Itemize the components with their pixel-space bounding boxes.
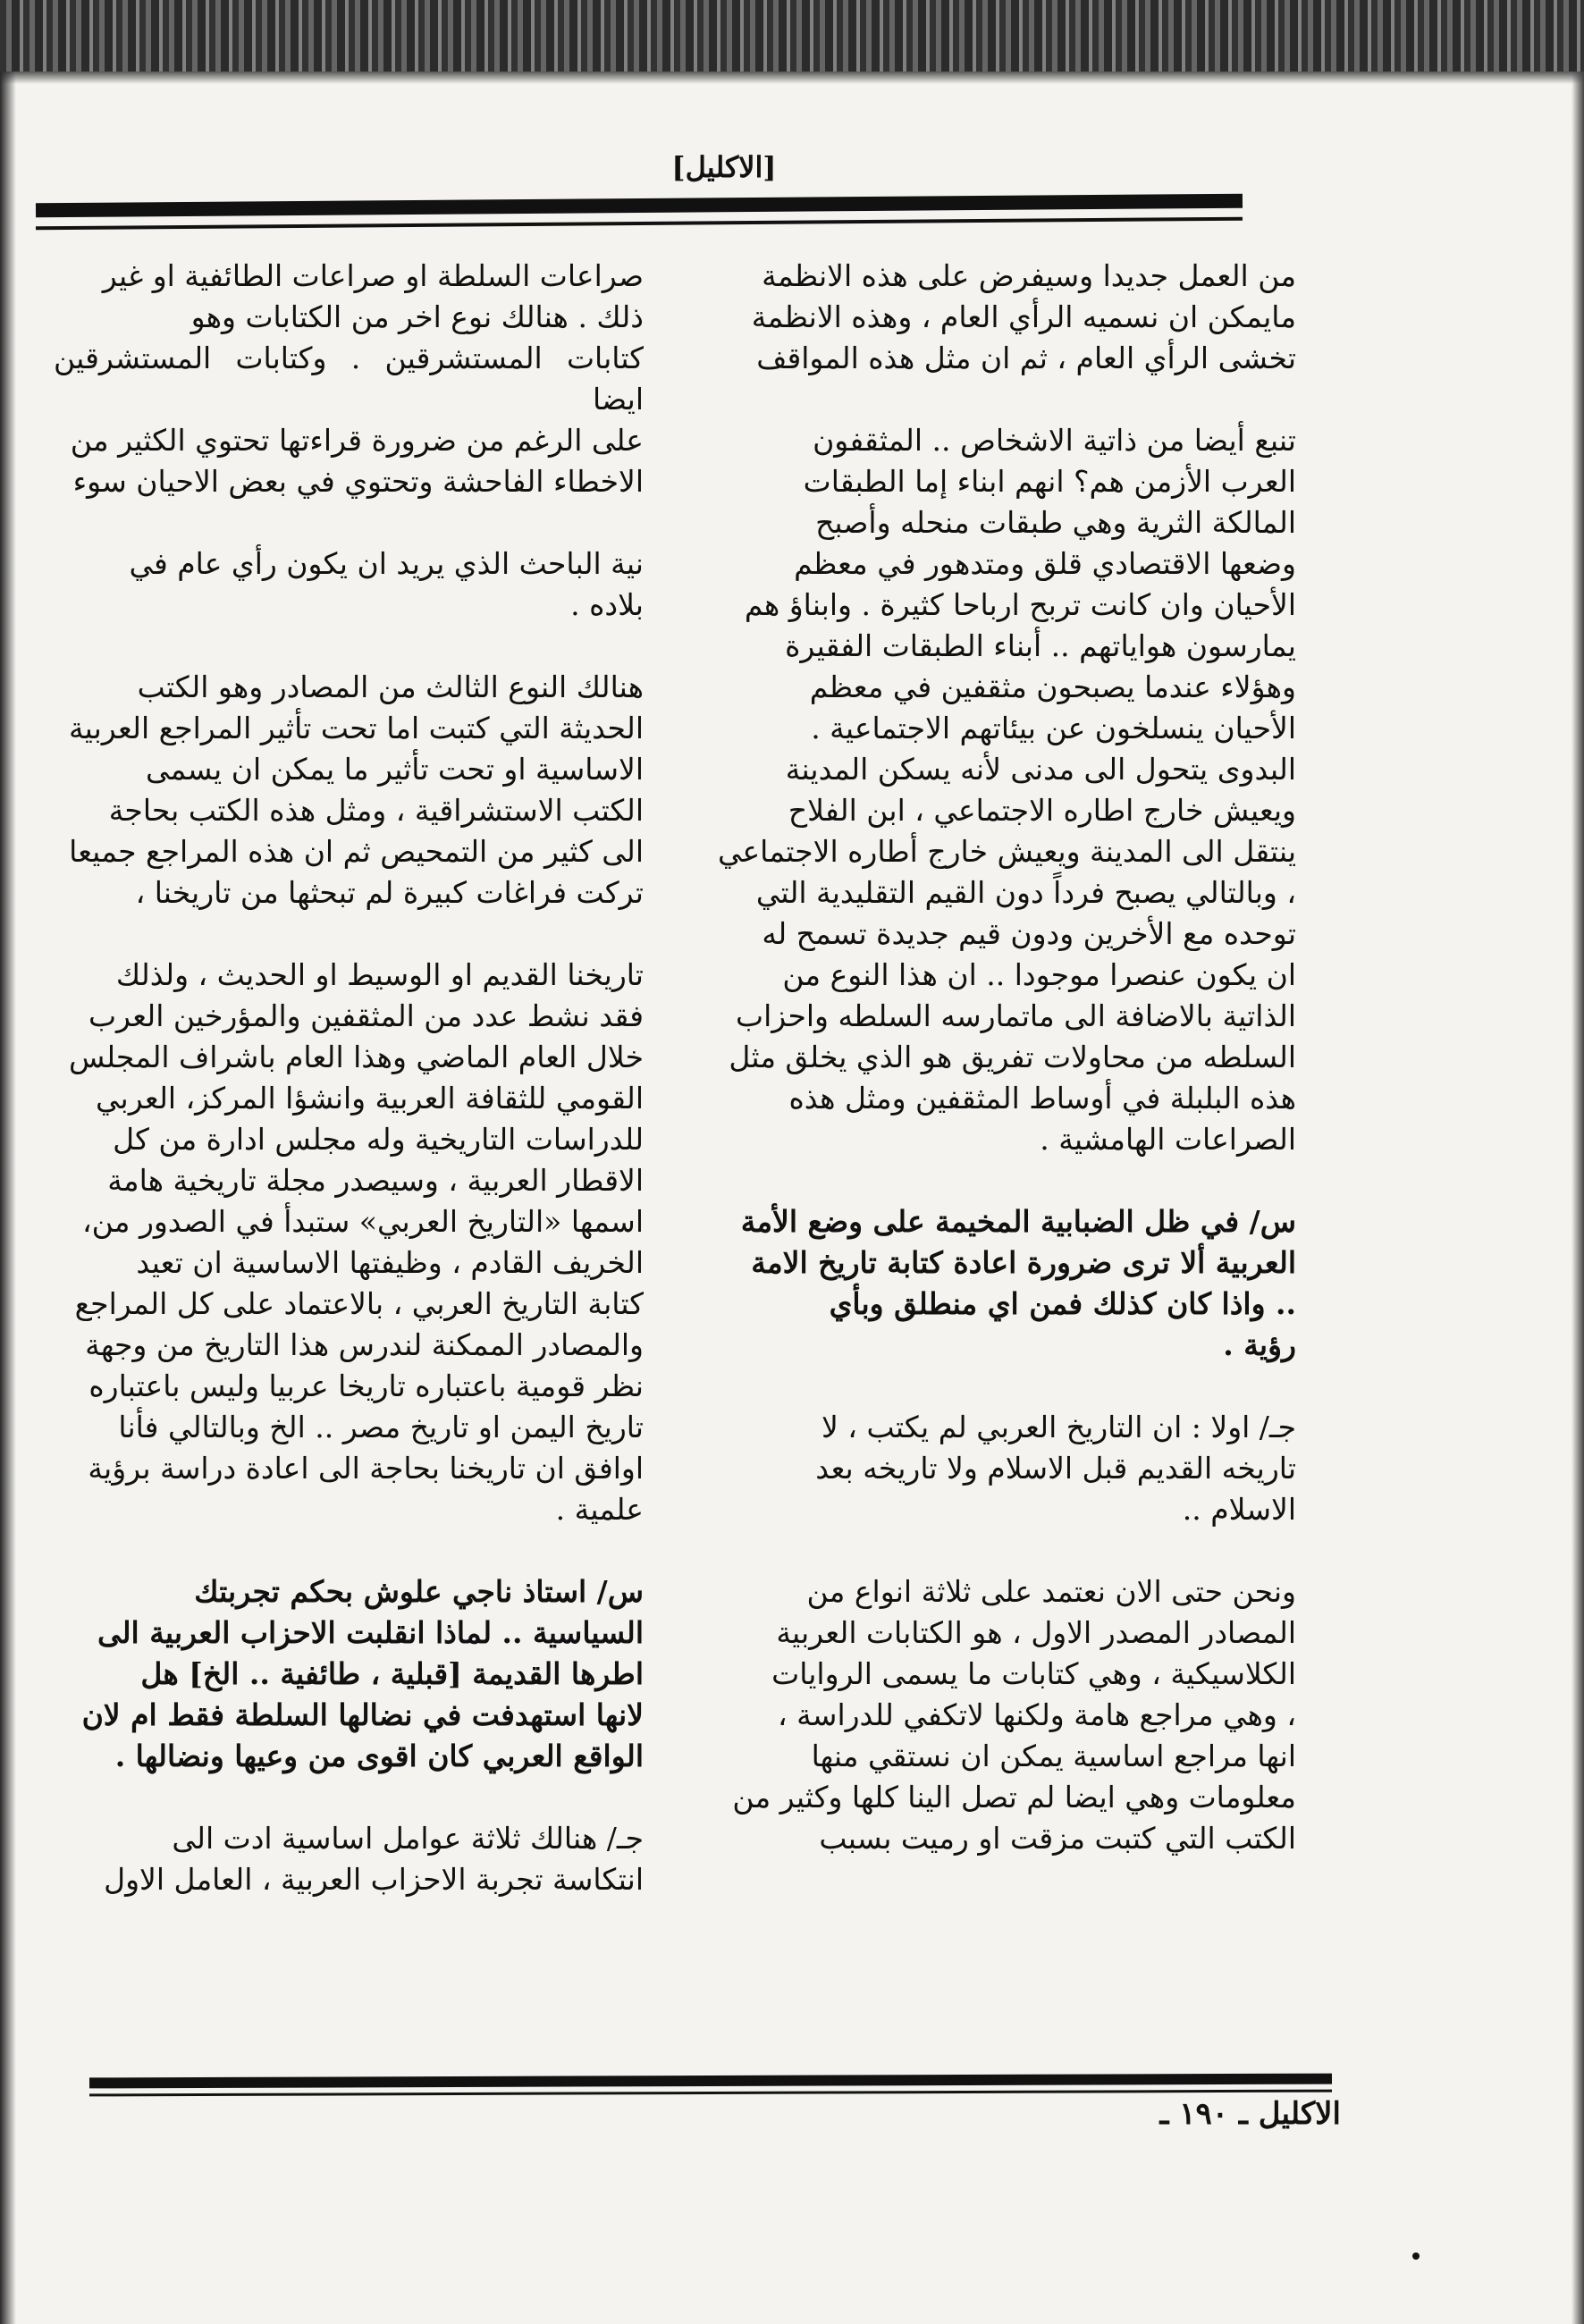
running-head: [الاكليل] bbox=[671, 150, 777, 184]
header-rule-thin bbox=[36, 217, 1243, 231]
footer-rule-thick bbox=[89, 2074, 1332, 2089]
right-column bbox=[715, 256, 1296, 1900]
paragraph: هنالك النوع الثالث من المصادر وهو الكتب الحديثة التي كتبت اما تحت تأثير المراجع العربية الاساسية او تحت تأثير ما يمكن ان يسمى الكتب الاستشراقية ، ومثل هذه الكتب بحاجة الى كثير من التمحيص ثم ان هذه المراجع جميعا تركت فراغات كبيرة لم تبحثها من تاريخنا ، bbox=[68, 669, 644, 910]
page-edge-left bbox=[0, 72, 16, 2324]
page-edge-right bbox=[1571, 72, 1584, 2324]
question-paragraph: س/ في ظل الضبابية المخيمة على وضع الأمة العربية ألا ترى ضرورة اعادة كتابة تاريخ الامة .. واذا كان كذلك فمن اي منطلق وبأي رؤية . bbox=[740, 1204, 1296, 1362]
paragraph: من العمل جديدا وسيفرض على هذه الانظمة مايمكن ان نسميه الرأي العام ، وهذه الانظمة تخشى الرأي العام ، ثم ان مثل هذه المواقف bbox=[751, 258, 1296, 375]
paragraph: صراعات السلطة او صراعات الطائفية او غير ذلك . هنالك نوع اخر من الكتابات وهو كتابات المستشرقين . وكتابات المستشرقين ايضا على الرغم من ضرورة قراءتها تحتوي الكثير من الاخطاء الفاحشة وتحتوي في بعض الاحيان سوء bbox=[54, 258, 644, 499]
paragraph: تنبع أيضا من ذاتية الاشخاص .. المثقفون العرب الأزمن هم؟ انهم ابناء إما الطبقات المالكة الثرية وهي طبقات منحله وأصبح وضعها الاقتصادي قلق ومتدهور في معظم الأحيان وان كانت تربح ارباحا كثيرة . وابناؤ هم يمارسون هواياتهم .. أبناء الطبقات الفقيرة وهؤلاء عندما يصبحون مثقفين في معظم الأحيان ينسلخون عن بيئاتهم الاجتماعية . البدوى يتحول الى مدنى لأنه يسكن المدينة ويعيش خارج اطاره الاجتماعي ، ابن الفلاح ينتقل الى المدينة ويعيش خارج أطاره الاجتماعي ، وبالتالي يصبح فرداً دون القيم التقليدية التي توحده مع الأخرين ودون قيم جديدة تسمح له ان يكون عنصرا موجودا .. ان هذا النوع من الذاتية بالاضافة الى ماتمارسه السلطه واحزاب السلطه من محاولات تفريق هو الذي يخلق مثل هذه البلبلة في أوساط المثقفين ومثل هذه الصراعات الهامشية . bbox=[717, 423, 1296, 1157]
page-footer: الاكليل ـ ١٩٠ ـ bbox=[1159, 2096, 1341, 2132]
question-paragraph: س/ استاذ ناجي علوش بحكم تجربتك السياسية .. لماذا انقلبت الاحزاب العربية الى اطرها القديمة [قبلية ، طائفية .. الخ] هل لانها استهدفت في نضالها السلطة فقط ام لان الواقع العربي كان اقوى من وعيها ونضالها . bbox=[81, 1574, 644, 1773]
page-edge-top bbox=[0, 0, 1584, 72]
paragraph: تاريخنا القديم او الوسيط او الحديث ، ولذلك فقد نشط عدد من المثقفين والمؤرخين العرب خلال العام الماضي وهذا العام باشراف المجلس القومي للثقافة العربية وانشؤا المركز، العربي للدراسات التاريخية وله مجلس ادارة من كل الاقطار العربية ، وسيصدر مجلة تاريخية هامة اسمها «التاريخ العربي» ستبدأ في الصدور من، الخريف القادم ، وظيفتها الاساسية ان تعيد كتابة التاريخ العربي ، بالاعتماد على كل المراجع والمصادر الممكنة لندرس هذا التاريخ من وجهة نظر قومية باعتباره تاريخا عربيا وليس باعتباره تاريخ اليمن او تاريخ مصر .. الخ وبالتالي فأنا اوافق ان تاريخنا بحاجة الى اعادة دراسة برؤية علمية . bbox=[68, 957, 644, 1527]
paragraph: نية الباحث الذي يريد ان يكون رأي عام في بلاده . bbox=[129, 546, 644, 622]
header-rule-thick bbox=[36, 194, 1243, 218]
answer-paragraph: جـ/ هنالك ثلاثة عوامل اساسية ادت الى انتكاسة تجربة الاحزاب العربية ، العامل الاول bbox=[104, 1821, 644, 1897]
ink-speck bbox=[1412, 2252, 1420, 2260]
answer-paragraph: جـ/ اولا : ان التاريخ العربي لم يكتب ، لا تاريخه القديم قبل الاسلام ولا تاريخه بعد الاسلام .. bbox=[815, 1410, 1296, 1527]
paragraph: ونحن حتى الان نعتمد على ثلاثة انواع من المصادر المصدر الاول ، هو الكتابات العربية الكلاسيكية ، وهي كتابات ما يسمى الروايات ، وهي مراجع هامة ولكنها لاتكفي للدراسة ، انها مراجع اساسية يمكن ان نستقي منها معلومات وهي ايضا لم تصل الينا كلها وكثير من الكتب التي كتبت مزقت او رميت بسبب bbox=[732, 1574, 1296, 1856]
left-column bbox=[54, 256, 644, 1941]
